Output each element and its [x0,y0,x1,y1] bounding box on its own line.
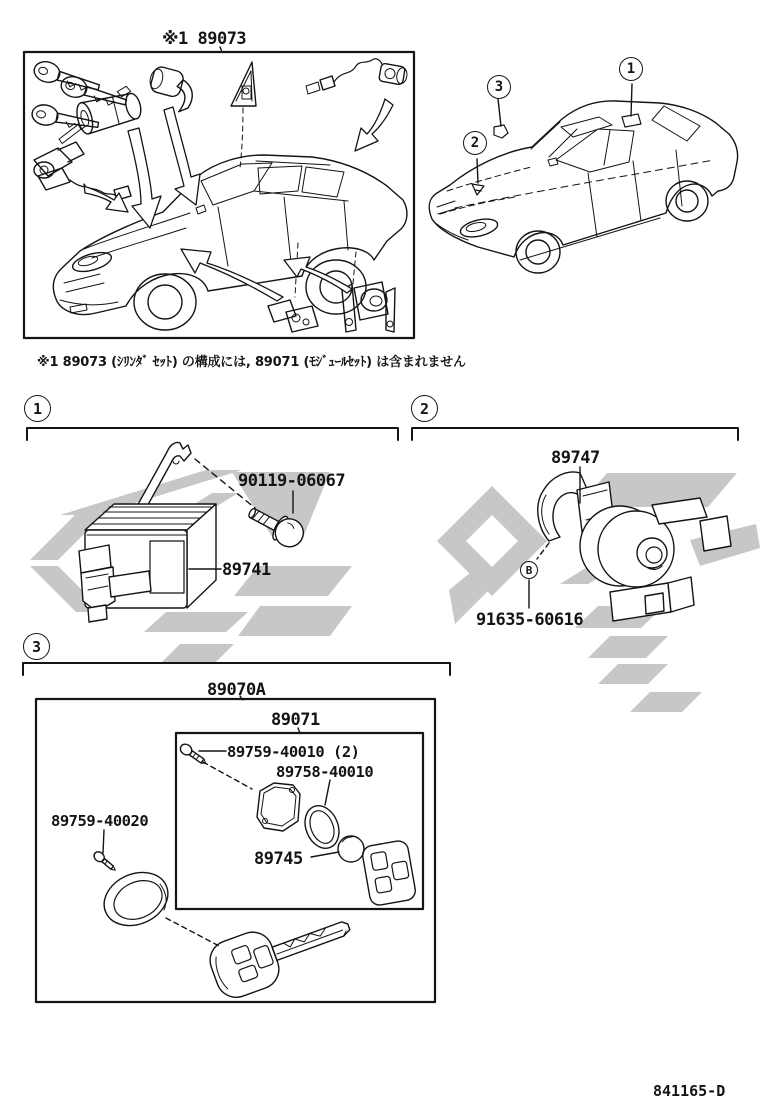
door-frame-piece [231,62,256,106]
part-number-89741: 89741 [222,560,271,580]
callout3-target-part [494,125,508,138]
transmitter-button-pad [361,839,417,906]
transmitter-cover-plate [257,783,300,831]
steering-lock-assembly [34,142,131,200]
pointer-arrows [84,99,393,301]
part-number-89070A: 89070A [207,680,266,700]
cylinder-set-label: ※1 89073 [162,29,247,49]
cover-screw-small [178,742,208,767]
part-number-91635-60616: 91635-60616 [476,610,584,630]
part-number-89071: 89071 [271,710,320,730]
part-number-90119-06067: 90119-06067 [238,471,346,491]
door-lock-cylinder [144,65,198,114]
battery-label-leader [311,852,339,857]
cylinder-set-illustration [24,47,414,338]
master-key-with-transmitter [204,900,358,1003]
section2-number: 2 [411,395,438,422]
valet-key-icon [30,103,99,134]
section2-bracket [412,428,738,440]
transmitter-battery [338,836,364,862]
section1-number: 1 [24,395,51,422]
vehicle-callout-3: 3 [487,75,511,99]
part-number-89758-40010: 89758-40010 [276,763,374,781]
section3-number: 3 [23,633,50,660]
callout2-target-part [472,184,484,195]
gasket-label-leader [325,780,330,805]
screw-callout-B: B [520,561,538,579]
vehicle-callout-1: 1 [619,57,643,81]
section1-bracket [27,428,398,440]
lock-assembly-small [268,300,318,332]
part-number-89745: 89745 [254,849,303,869]
car-illustration-with-parts [53,108,407,330]
cover-screw [92,850,118,874]
key-head-cover [96,863,177,936]
key-cylinder-harness [306,59,408,94]
section3-bracket [23,663,450,675]
note-text: ※1 89073 (ｼﾘﾝﾀﾞ ｾｯﾄ) の構成には, 89071 (ﾓｼﾞｭｰﾙｾｯﾄ) は含まれません [37,355,466,370]
doc-number: 841165-D [653,1082,726,1100]
vehicle-reference-illustration [429,84,737,273]
cover-screw-leader [103,830,104,853]
part-number-89759-40010: 89759-40010 (2) [227,743,360,761]
cover-key-dashed [166,918,221,947]
part-number-89759-40020: 89759-40020 [51,812,149,830]
screw-cover-dashed [203,762,252,789]
vehicle-callout-2: 2 [463,131,487,155]
part-number-89747: 89747 [551,448,600,468]
